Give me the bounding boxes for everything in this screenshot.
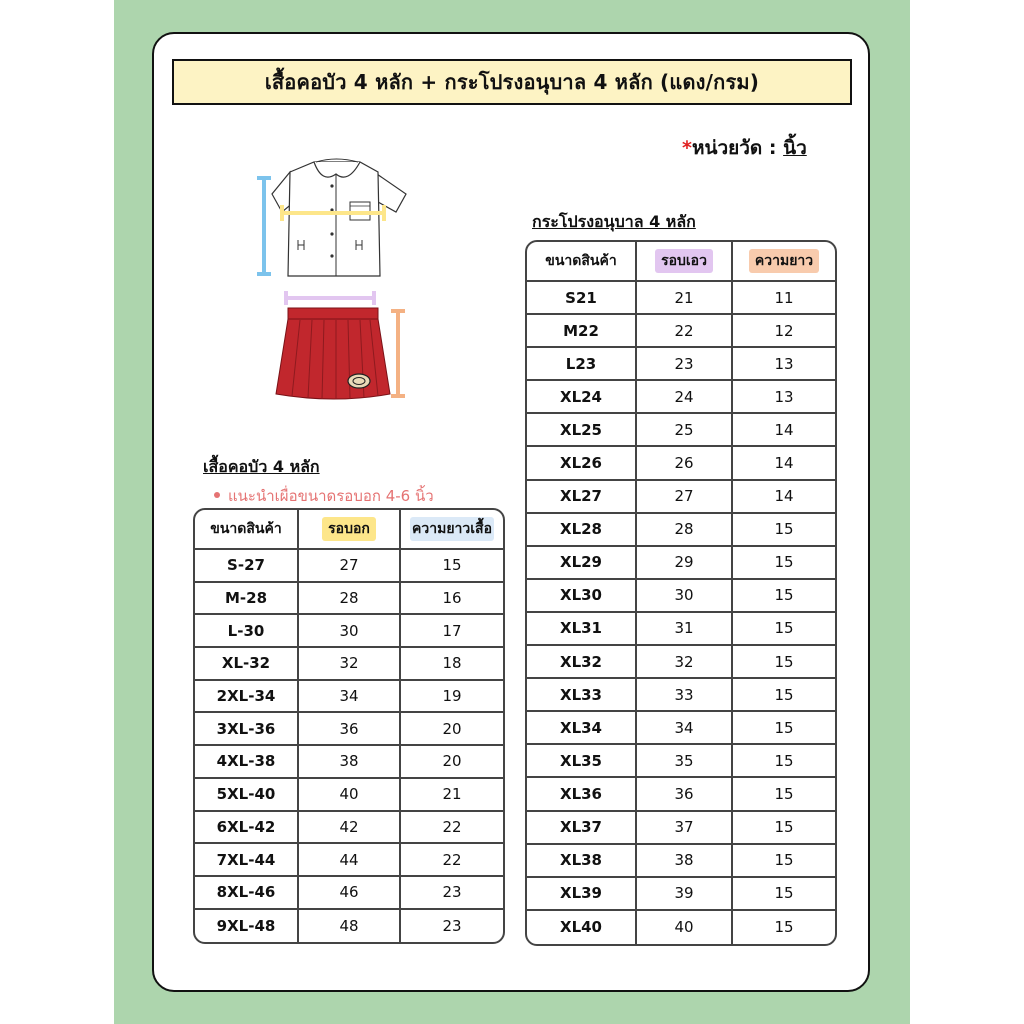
length-cell: 13	[731, 348, 835, 381]
length-cell: 21	[399, 779, 503, 812]
size-cell: XL27	[527, 481, 635, 514]
measure-cell: 34	[635, 712, 731, 745]
size-cell: 7XL-44	[195, 844, 297, 877]
length-cell: 15	[399, 550, 503, 583]
measure-cell: 44	[297, 844, 399, 877]
measure-cell: 40	[635, 911, 731, 944]
length-cell: 20	[399, 713, 503, 746]
table-row	[527, 845, 835, 878]
length-cell: 15	[731, 646, 835, 679]
measure-cell: 46	[297, 877, 399, 910]
length-cell: 12	[731, 315, 835, 348]
size-cell: 3XL-36	[195, 713, 297, 746]
length-cell: 15	[731, 911, 835, 944]
measure-cell: 23	[635, 348, 731, 381]
size-cell: 5XL-40	[195, 779, 297, 812]
measure-cell: 30	[297, 615, 399, 648]
shirt-size-table	[193, 508, 505, 944]
table-row	[527, 712, 835, 745]
size-cell: XL-32	[195, 648, 297, 681]
size-cell: 4XL-38	[195, 746, 297, 779]
length-cell: 15	[731, 580, 835, 613]
size-cell: M22	[527, 315, 635, 348]
measure-cell: 27	[297, 550, 399, 583]
size-cell: XL25	[527, 414, 635, 447]
length-cell: 15	[731, 613, 835, 646]
size-cell: XL36	[527, 778, 635, 811]
size-cell: XL30	[527, 580, 635, 613]
size-cell: XL32	[527, 646, 635, 679]
table-row	[195, 877, 503, 910]
size-cell: XL26	[527, 447, 635, 480]
table-row	[527, 679, 835, 712]
table-row	[527, 514, 835, 547]
table-row	[195, 615, 503, 648]
table-row	[527, 812, 835, 845]
size-cell: XL31	[527, 613, 635, 646]
length-cell: 22	[399, 812, 503, 845]
table-row	[527, 381, 835, 414]
table-row	[527, 282, 835, 315]
table-row	[195, 550, 503, 583]
measure-cell: 26	[635, 447, 731, 480]
table-row	[527, 778, 835, 811]
length-cell: 22	[399, 844, 503, 877]
measure-cell: 25	[635, 414, 731, 447]
length-cell: 15	[731, 745, 835, 778]
measure-cell: 21	[635, 282, 731, 315]
skirt-header-size: ขนาดสินค้า	[527, 242, 635, 282]
measure-cell: 22	[635, 315, 731, 348]
table-row	[527, 348, 835, 381]
length-cell: 23	[399, 910, 503, 943]
table-row	[527, 911, 835, 944]
shirt-length-header-label: ความยาวเสื้อ	[410, 517, 494, 541]
table-row	[195, 746, 503, 779]
unit-note-unit: นิ้ว	[783, 137, 807, 159]
pleated-skirt-icon	[276, 291, 405, 399]
collared-shirt-icon	[257, 159, 406, 276]
skirt-size-table	[525, 240, 837, 946]
length-cell: 15	[731, 547, 835, 580]
length-cell: 16	[399, 583, 503, 616]
measure-cell: 42	[297, 812, 399, 845]
measure-cell: 33	[635, 679, 731, 712]
measure-cell: 32	[297, 648, 399, 681]
unit-note	[682, 133, 807, 163]
size-cell: S-27	[195, 550, 297, 583]
table-row	[527, 547, 835, 580]
size-cell: 2XL-34	[195, 681, 297, 714]
size-cell: XL40	[560, 918, 602, 937]
skirt-header-waist	[635, 242, 731, 282]
length-cell: 15	[731, 845, 835, 878]
table-row	[527, 878, 835, 911]
table-row	[195, 910, 503, 943]
length-cell: 14	[731, 481, 835, 514]
size-cell: 8XL-46	[195, 877, 297, 910]
length-cell: 15	[731, 679, 835, 712]
shirt-header-length	[399, 510, 503, 550]
size-cell: 9XL-48	[216, 916, 276, 935]
table-row	[195, 779, 503, 812]
table-row	[195, 812, 503, 845]
length-cell: 13	[731, 381, 835, 414]
size-cell: XL28	[527, 514, 635, 547]
bullet-icon	[214, 492, 220, 498]
length-cell: 14	[731, 447, 835, 480]
measure-cell: 38	[635, 845, 731, 878]
size-cell: XL39	[527, 878, 635, 911]
table-row	[527, 646, 835, 679]
length-cell: 17	[399, 615, 503, 648]
length-cell: 20	[399, 746, 503, 779]
measure-cell: 36	[635, 778, 731, 811]
measure-cell: 39	[635, 878, 731, 911]
length-cell: 14	[731, 414, 835, 447]
length-cell: 23	[399, 877, 503, 910]
table-row	[195, 713, 503, 746]
size-cell: 6XL-42	[195, 812, 297, 845]
table-row	[195, 583, 503, 616]
measure-cell: 28	[635, 514, 731, 547]
size-cell: XL38	[527, 845, 635, 878]
length-cell: 15	[731, 778, 835, 811]
measure-cell: 29	[635, 547, 731, 580]
waist-header-label: รอบเอว	[655, 249, 713, 273]
size-cell: XL37	[527, 812, 635, 845]
measure-cell: 35	[635, 745, 731, 778]
length-cell: 15	[731, 812, 835, 845]
measure-cell: 24	[635, 381, 731, 414]
table-row	[527, 447, 835, 480]
length-cell: 15	[731, 712, 835, 745]
table-row	[195, 844, 503, 877]
size-cell: S21	[527, 282, 635, 315]
measure-cell: 30	[635, 580, 731, 613]
measure-cell: 40	[297, 779, 399, 812]
table-row	[527, 414, 835, 447]
chest-header-label: รอบอก	[322, 517, 376, 541]
shirt-section-title: เสื้อคอบัว 4 หลัก	[203, 457, 320, 476]
size-cell: M-28	[195, 583, 297, 616]
size-cell: XL33	[527, 679, 635, 712]
measure-cell: 27	[635, 481, 731, 514]
measure-cell: 48	[297, 910, 399, 943]
unit-note-label: หน่วยวัด :	[691, 137, 784, 159]
length-cell: 19	[399, 681, 503, 714]
measure-cell: 36	[297, 713, 399, 746]
skirt-header-length	[731, 242, 835, 282]
measure-cell: 28	[297, 583, 399, 616]
measure-cell: 32	[635, 646, 731, 679]
size-cell: L23	[527, 348, 635, 381]
table-row	[527, 315, 835, 348]
table-row	[527, 481, 835, 514]
size-cell: XL34	[527, 712, 635, 745]
length-cell: 15	[731, 878, 835, 911]
table-row	[527, 745, 835, 778]
shirt-header-chest	[297, 510, 399, 550]
skirt-section-title: กระโปรงอนุบาล 4 หลัก	[532, 212, 696, 231]
measure-cell: 34	[297, 681, 399, 714]
measure-cell: 31	[635, 613, 731, 646]
size-cell: XL24	[527, 381, 635, 414]
table-row	[527, 580, 835, 613]
shirt-fit-note	[214, 484, 434, 508]
length-cell: 18	[399, 648, 503, 681]
table-row	[195, 648, 503, 681]
shirt-fit-note-text: แนะนำเผื่อขนาดรอบอก 4-6 นิ้ว	[228, 487, 434, 505]
length-cell: 15	[731, 514, 835, 547]
table-row	[527, 613, 835, 646]
unit-note-star: *	[682, 137, 692, 159]
size-cell: L-30	[195, 615, 297, 648]
length-cell: 11	[731, 282, 835, 315]
garment-illustration	[252, 150, 417, 406]
skirt-length-header-label: ความยาว	[749, 249, 819, 273]
size-cell: XL35	[527, 745, 635, 778]
measure-cell: 38	[297, 746, 399, 779]
size-cell: XL29	[527, 547, 635, 580]
table-row	[195, 681, 503, 714]
measure-cell: 37	[635, 812, 731, 845]
page-title: เสื้อคอบัว 4 หลัก + กระโปรงอนุบาล 4 หลัก (แดง/กรม)	[172, 59, 852, 105]
shirt-header-size: ขนาดสินค้า	[195, 510, 297, 550]
